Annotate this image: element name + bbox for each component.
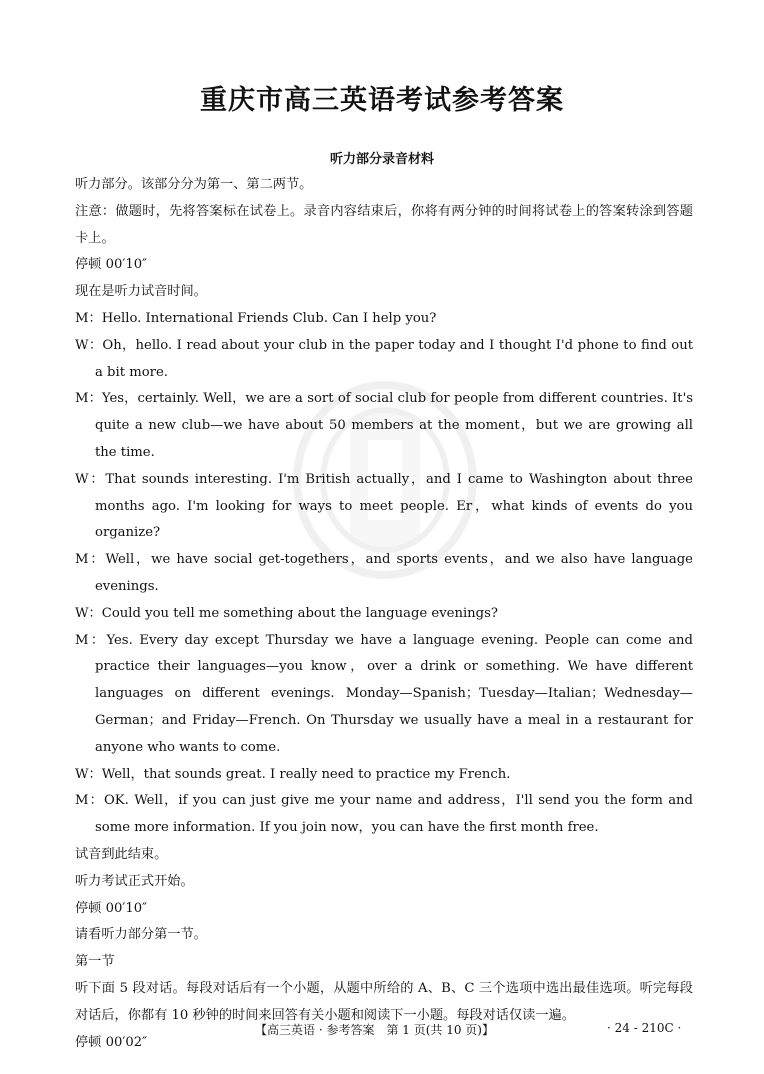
speaker-label: M： bbox=[75, 632, 107, 648]
footer-code: · 24 - 210C · bbox=[607, 1021, 682, 1035]
outro-line: 试音到此结束。 bbox=[75, 846, 168, 862]
dialogue-turn bbox=[75, 762, 693, 789]
outro-line: 请看听力部分第一节。 bbox=[75, 927, 207, 943]
page-title: 重庆市高三英语考试参考答案 bbox=[200, 85, 564, 116]
dialogue-turn bbox=[75, 601, 693, 628]
dialogue-text: Oh，hello. I read about your club in the paper today and I thought I'd phone to find out a bit more. bbox=[95, 337, 693, 380]
section-subtitle: 听力部分录音材料 bbox=[329, 152, 434, 167]
dialogue-turn bbox=[75, 333, 693, 387]
speaker-label: M： bbox=[75, 552, 106, 568]
dialogue-text: Yes. Every day except Thursday we have a language evening. People can come and practice their languages—you know，over a drink or something. We have different languages on different evenings. Monday—Spanish；Tuesday—Italian；Wednesday—German；and Friday—French. On Thursday we usually have a meal in a restaurant for anyone who wants to come. bbox=[95, 632, 693, 755]
speaker-label: M： bbox=[75, 793, 104, 809]
speaker-label: W： bbox=[75, 766, 102, 782]
dialogue-text: That sounds interesting. I'm British actually，and I came to Washington about three months ago. I'm looking for ways to meet people. Er，what kinds of events do you organize? bbox=[95, 471, 693, 541]
dialogue-text: Well，we have social get-togethers，and sports events，and we also have language evenings. bbox=[95, 552, 693, 594]
dialogue-text: OK. Well，if you can just give me your name and address，I'll send you the form and some more information. If you join now，you can have the first month free. bbox=[95, 793, 693, 836]
speaker-label: W： bbox=[75, 337, 103, 353]
dialogue-turn bbox=[75, 386, 693, 466]
intro-line: 听力部分。该部分分为第一、第二两节。 bbox=[75, 177, 313, 192]
section-instructions: 听下面 5 段对话。每段对话后有一个小题，从题中所给的 A、B、C 三个选项中选出最佳选项。听完每段对话后，你都有 10 秒钟的时间来回答有关小题和阅读下一小题。每段对话仅读一遍。 bbox=[75, 980, 693, 1023]
pause-marker: 停顿 00′10″ bbox=[75, 900, 148, 916]
dialogue-turn bbox=[75, 306, 693, 333]
intro-line: 现在是听力试音时间。 bbox=[75, 284, 207, 300]
speaker-label: M： bbox=[75, 391, 102, 407]
speaker-label: M： bbox=[75, 310, 102, 326]
intro-note: 注意：做题时，先将答案标在试卷上。录音内容结束后，你将有两分钟的时间将试卷上的答案转涂到答题卡上。 bbox=[75, 203, 693, 246]
dialogue-turn bbox=[75, 547, 693, 601]
dialogue-text: Hello. International Friends Club. Can I help you? bbox=[101, 310, 437, 326]
dialogue-turn bbox=[75, 628, 693, 762]
dialogue-text: Yes，certainly. Well，we are a sort of social club for people from different countries. It's quite a new club—we have about 50 members at the moment，but we are growing all the time. bbox=[95, 391, 693, 460]
speaker-label: W： bbox=[75, 605, 102, 621]
outro-line: 听力考试正式开始。 bbox=[75, 873, 194, 889]
footer-page-info: 【高三英语 · 参考答案 第 1 页(共 10 页)】 bbox=[255, 1023, 494, 1037]
dialogue-text: Could you tell me something about the language evenings? bbox=[101, 605, 498, 621]
pause-marker: 停顿 00′10″ bbox=[75, 257, 148, 273]
dialogue-text: Well，that sounds great. I really need to practice my French. bbox=[101, 766, 511, 782]
dialogue-turn bbox=[75, 467, 693, 547]
speaker-label: W： bbox=[75, 471, 106, 487]
section-heading: 第一节 bbox=[75, 954, 115, 970]
dialogue-turn bbox=[75, 788, 693, 842]
document-body bbox=[75, 172, 693, 1056]
pause-marker: 停顿 00′02″ bbox=[75, 1034, 148, 1050]
